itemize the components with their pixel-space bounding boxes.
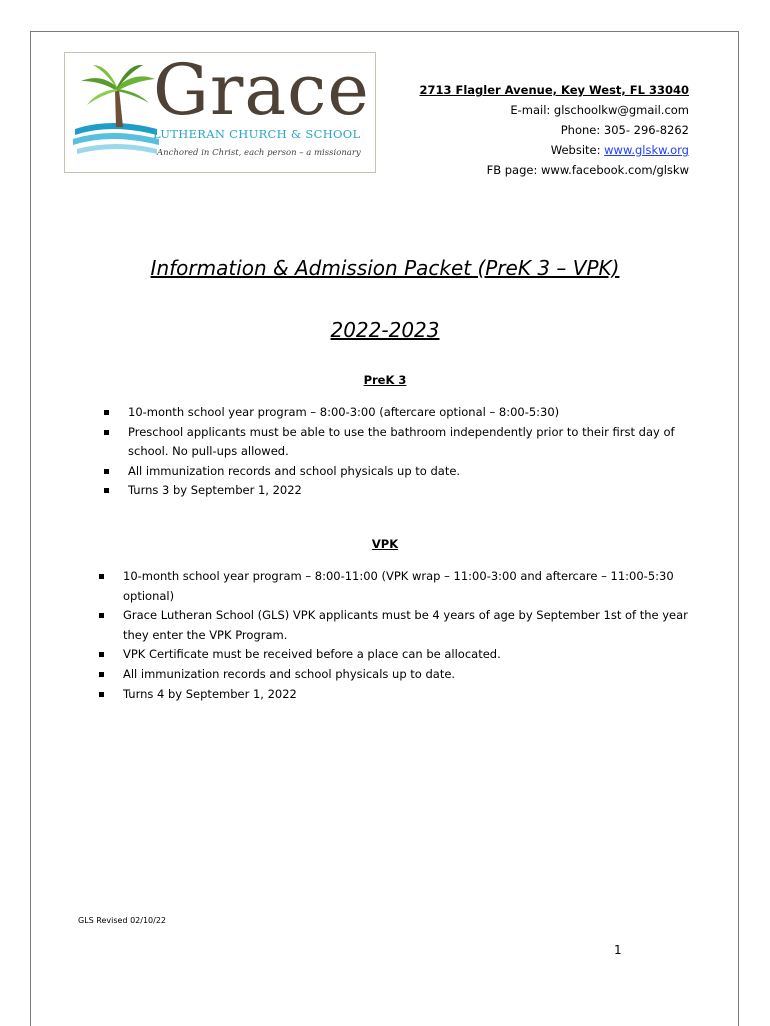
address: 2713 Flagler Avenue, Key West, FL 33040 xyxy=(419,83,689,97)
facebook-page: FB page: www.facebook.com/glskw xyxy=(486,163,689,177)
bullet-icon xyxy=(99,574,104,579)
bullet-icon xyxy=(104,430,109,435)
contact-block xyxy=(419,80,689,180)
page-border xyxy=(30,31,739,1026)
list-item: VPK Certificate must be received before a place can be allocated. xyxy=(99,645,691,665)
bullet-icon xyxy=(99,692,104,697)
prek3-heading: PreK 3 xyxy=(363,373,407,387)
list-item: 10-month school year program – 8:00-11:00 (VPK wrap – 11:00-3:00 and aftercare – 11:00-5:30 optional) xyxy=(99,567,691,606)
phone: Phone: 305- 296-8262 xyxy=(560,123,689,137)
bullet-icon xyxy=(104,469,109,474)
bullet-icon xyxy=(104,488,109,493)
page-number: 1 xyxy=(614,943,622,957)
revision-note: GLS Revised 02/10/22 xyxy=(78,916,166,925)
bullet-icon xyxy=(99,652,104,657)
list-item: Preschool applicants must be able to use the bathroom independently prior to their first day of school. No pull-ups allowed. xyxy=(104,423,684,462)
list-item: Turns 3 by September 1, 2022 xyxy=(104,481,684,501)
list-item: Grace Lutheran School (GLS) VPK applicants must be 4 years of age by September 1st of the year they enter the VPK Program. xyxy=(99,606,691,645)
prek3-list xyxy=(104,403,684,501)
website-label: Website: xyxy=(550,143,605,157)
email: E-mail: glschoolkw@gmail.com xyxy=(510,103,689,117)
list-item: All immunization records and school physicals up to date. xyxy=(104,462,684,482)
vpk-heading: VPK xyxy=(371,537,399,551)
bullet-icon xyxy=(99,672,104,677)
document-title: Information & Admission Packet (PreK 3 – VPK) xyxy=(150,256,620,280)
bullet-icon xyxy=(99,613,104,618)
vpk-list xyxy=(99,567,691,704)
website xyxy=(419,140,689,160)
list-item: Turns 4 by September 1, 2022 xyxy=(99,685,691,705)
list-item: 10-month school year program – 8:00-3:00 (aftercare optional – 8:00-5:30) xyxy=(104,403,684,423)
logo-wordmark: Grace xyxy=(153,49,370,131)
website-link[interactable]: www.glskw.org xyxy=(604,143,689,157)
bullet-icon xyxy=(104,410,109,415)
school-year: 2022-2023 xyxy=(330,318,440,342)
list-item: All immunization records and school physicals up to date. xyxy=(99,665,691,685)
logo-subtitle: LUTHERAN CHURCH & SCHOOL xyxy=(153,127,361,141)
palm-tree-icon xyxy=(71,61,161,171)
logo-tagline: Anchored in Christ, each person – a missionary xyxy=(157,148,361,158)
school-logo xyxy=(64,49,376,173)
